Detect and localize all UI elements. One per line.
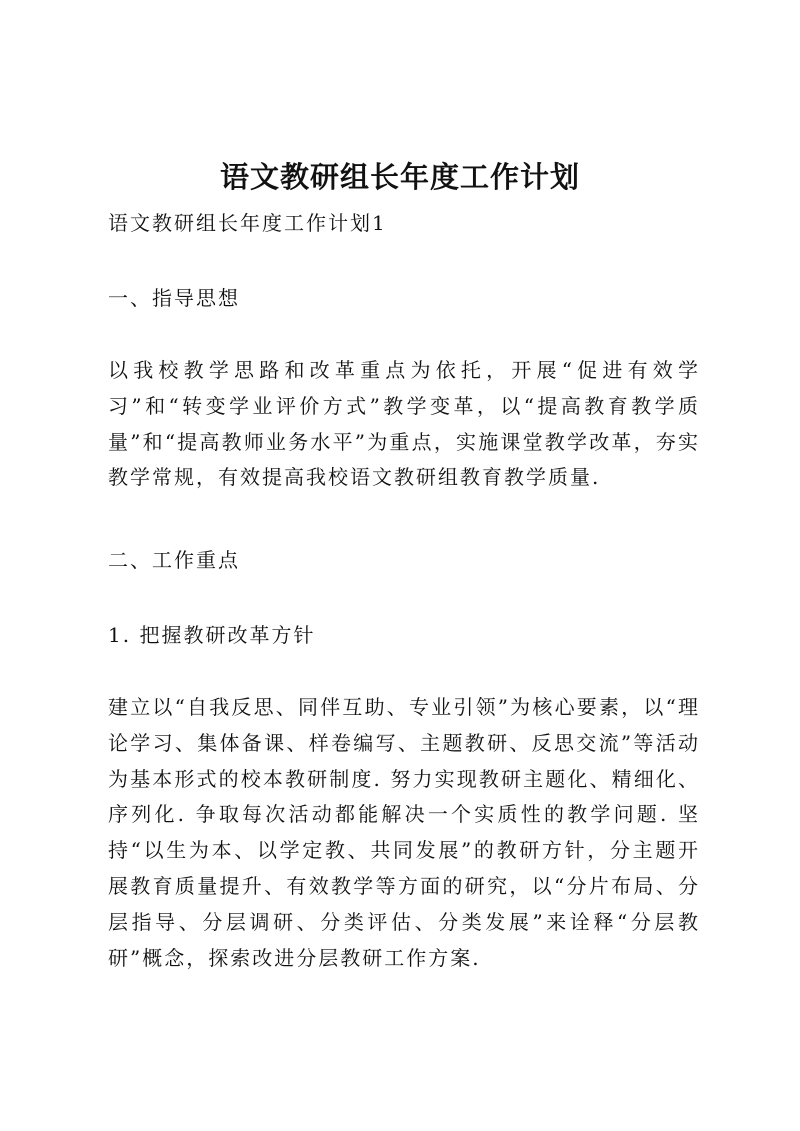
paragraph-research-reform: 建立以“自我反思、同伴互助、专业引领”为核心要素，以“理论学习、集体备课、样卷编写、主题教研、反思交流”等活动为基本形式的校本教研制度. 努力实现教研主题化、精细化、序列化. 争取每次活动都能解决一个实质性的教学问题. 坚持“以生为本、以学定教、共同发展”的教研方针，分主题开展教育质量提升、有效教学等方面的研究，以“分片布局、分层指导、分层调研、分类评估、分类发展”来诠释“分层教研”概念，探索改进分层教研工作方案.	[108, 695, 700, 970]
document-title: 语文教研组长年度工作计划	[219, 160, 580, 194]
paragraph-guiding-ideology: 以我校教学思路和改革重点为依托，开展“促进有效学习”和“转变学业评价方式”教学变革，以“提高教育教学质量”和“提高教师业务水平”为重点，实施课堂教学改革，夯实教学常规，有效提高我校语文教研组教育教学质量.	[108, 358, 700, 490]
section-heading-work-focus: 二、工作重点	[108, 548, 240, 572]
document-subtitle: 语文教研组长年度工作计划1	[108, 211, 387, 235]
section-heading-guiding-ideology: 一、指导思想	[108, 286, 240, 310]
item-heading-research-reform: 1. 把握教研改革方针	[108, 623, 316, 647]
